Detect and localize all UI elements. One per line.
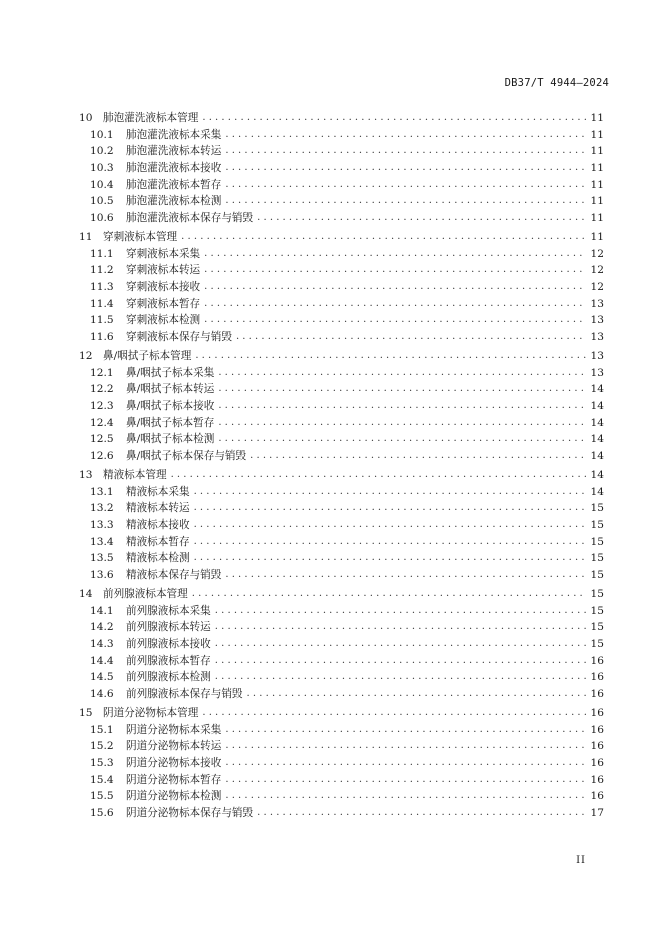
toc-entry-number: 12.6 <box>90 450 114 463</box>
toc-entry-title: 阴道分泌物标本转运 <box>126 740 222 753</box>
toc-subsection-entry[interactable] <box>0 415 662 432</box>
toc-entry-page: 11 <box>590 231 604 243</box>
toc-subsection-entry[interactable] <box>0 738 662 755</box>
toc-subsection-entry[interactable] <box>0 517 662 534</box>
toc-entry-page: 14 <box>590 485 604 498</box>
toc-entry-page: 13 <box>590 350 604 362</box>
toc-entry-title: 阴道分泌物标本采集 <box>126 723 222 736</box>
toc-leader-dots <box>194 517 586 534</box>
toc-leader-dots <box>225 193 586 210</box>
toc-entry-page: 12 <box>590 281 604 294</box>
toc-entry-title: 精液标本管理 <box>103 469 167 481</box>
toc-leader-dots <box>225 177 586 194</box>
toc-chapter-entry[interactable] <box>0 348 662 365</box>
toc-entry-page: 14 <box>590 469 604 481</box>
toc-entry-number: 10.5 <box>90 195 114 208</box>
toc-entry-page: 15 <box>590 621 604 634</box>
toc-entry-number: 13 <box>79 469 93 481</box>
toc-subsection-entry[interactable] <box>0 143 662 160</box>
toc-entry-number: 14 <box>79 588 93 600</box>
toc-entry-title: 鼻/咽拭子标本接收 <box>126 400 215 413</box>
toc-entry-title: 穿刺液标本管理 <box>103 231 178 243</box>
toc-entry-page: 14 <box>590 383 604 396</box>
toc-entry-number: 15.6 <box>90 807 114 820</box>
toc-entry-number: 13.3 <box>90 519 114 532</box>
toc-leader-dots <box>204 296 586 313</box>
toc-leader-dots <box>225 755 586 772</box>
toc-subsection-entry[interactable] <box>0 669 662 686</box>
toc-leader-dots <box>225 772 586 789</box>
toc-entry-title: 阴道分泌物标本管理 <box>103 707 199 719</box>
toc-entry-number: 13.4 <box>90 535 114 548</box>
toc-entry-number: 14.1 <box>90 604 114 617</box>
page-number: II <box>576 855 586 866</box>
toc-subsection-entry[interactable] <box>0 160 662 177</box>
toc-entry-page: 15 <box>590 638 604 651</box>
toc-entry-title: 穿刺液标本转运 <box>126 264 201 277</box>
toc-entry-title: 鼻/咽拭子标本暂存 <box>126 416 215 429</box>
toc-entry-title: 肺泡灌洗液标本保存与销毁 <box>126 212 254 225</box>
toc-entry-title: 鼻/咽拭子标本管理 <box>103 350 192 362</box>
toc-leader-dots <box>225 143 586 160</box>
toc-subsection-entry[interactable] <box>0 365 662 382</box>
toc-entry-number: 11.2 <box>90 264 114 277</box>
toc-entry-page: 11 <box>590 212 604 225</box>
toc-entry-title: 精液标本保存与销毁 <box>126 569 222 582</box>
toc-leader-dots <box>202 705 586 722</box>
toc-entry-title: 穿刺液标本检测 <box>126 314 201 327</box>
toc-subsection-entry[interactable] <box>0 722 662 739</box>
toc-entry-title: 肺泡灌洗液标本检测 <box>126 195 222 208</box>
toc-entry-number: 12.1 <box>90 366 114 379</box>
toc-chapter-entry[interactable] <box>0 705 662 722</box>
toc-entry-page: 11 <box>590 162 604 175</box>
toc-leader-dots <box>218 365 586 382</box>
toc-leader-dots <box>194 500 586 517</box>
toc-entry-title: 鼻/咽拭子标本检测 <box>126 433 215 446</box>
toc-leader-dots <box>218 398 586 415</box>
toc-subsection-entry[interactable] <box>0 788 662 805</box>
toc-entry-page: 14 <box>590 450 604 463</box>
toc-section <box>0 229 662 346</box>
toc-subsection-entry[interactable] <box>0 398 662 415</box>
toc-leader-dots <box>194 484 586 501</box>
toc-entry-title: 鼻/咽拭子标本保存与销毁 <box>126 450 247 463</box>
toc-entry-page: 11 <box>590 145 604 158</box>
toc-entry-title: 肺泡灌洗液标本接收 <box>126 162 222 175</box>
toc-entry-page: 16 <box>590 757 604 770</box>
toc-entry-title: 前列腺液标本转运 <box>126 621 211 634</box>
toc-subsection-entry[interactable] <box>0 755 662 772</box>
toc-leader-dots <box>225 722 586 739</box>
toc-entry-title: 前列腺液标本采集 <box>126 604 211 617</box>
toc-entry-title: 前列腺液标本暂存 <box>126 654 211 667</box>
toc-leader-dots <box>204 312 586 329</box>
toc-leader-dots <box>194 550 586 567</box>
toc-leader-dots <box>218 415 586 432</box>
toc-subsection-entry[interactable] <box>0 686 662 703</box>
toc-entry-title: 阴道分泌物标本暂存 <box>126 773 222 786</box>
toc-entry-page: 13 <box>590 314 604 327</box>
toc-leader-dots <box>225 788 586 805</box>
toc-chapter-entry[interactable] <box>0 229 662 246</box>
toc-entry-page: 16 <box>590 688 604 701</box>
toc-entry-page: 14 <box>590 416 604 429</box>
toc-subsection-entry[interactable] <box>0 262 662 279</box>
toc-entry-number: 10 <box>79 112 93 124</box>
document-code: DB37/T 4944—2024 <box>504 77 609 89</box>
toc-entry-number: 10.1 <box>90 128 114 141</box>
toc-entry-title: 穿刺液标本采集 <box>126 247 201 260</box>
toc-subsection-entry[interactable] <box>0 210 662 227</box>
toc-subsection-entry[interactable] <box>0 772 662 789</box>
toc-entry-title: 前列腺液标本接收 <box>126 638 211 651</box>
toc-subsection-entry[interactable] <box>0 127 662 144</box>
toc-entry-page: 16 <box>590 723 604 736</box>
toc-entry-page: 11 <box>590 128 604 141</box>
toc-entry-number: 12.2 <box>90 383 114 396</box>
toc-subsection-entry[interactable] <box>0 381 662 398</box>
toc-entry-title: 阴道分泌物标本保存与销毁 <box>126 807 254 820</box>
toc-entry-page: 15 <box>590 502 604 515</box>
toc-entry-title: 精液标本检测 <box>126 552 190 565</box>
toc-subsection-entry[interactable] <box>0 193 662 210</box>
toc-entry-number: 14.5 <box>90 671 114 684</box>
toc-subsection-entry[interactable] <box>0 484 662 501</box>
toc-leader-dots <box>181 229 586 246</box>
toc-leader-dots <box>215 636 586 653</box>
toc-leader-dots <box>225 567 586 584</box>
toc-entry-number: 15.1 <box>90 723 114 736</box>
toc-entry-page: 16 <box>590 773 604 786</box>
toc-entry-number: 14.4 <box>90 654 114 667</box>
toc-entry-number: 12.5 <box>90 433 114 446</box>
toc-section <box>0 110 662 227</box>
toc-entry-page: 14 <box>590 400 604 413</box>
toc-subsection-entry[interactable] <box>0 636 662 653</box>
toc-entry-page: 11 <box>590 195 604 208</box>
toc-leader-dots <box>202 110 586 127</box>
toc-entry-number: 13.2 <box>90 502 114 515</box>
toc-entry-title: 肺泡灌洗液标本采集 <box>126 128 222 141</box>
toc-subsection-entry[interactable] <box>0 619 662 636</box>
toc-leader-dots <box>247 686 586 703</box>
toc-entry-number: 12 <box>79 350 93 362</box>
toc-entry-page: 14 <box>590 433 604 446</box>
toc-subsection-entry[interactable] <box>0 312 662 329</box>
toc-entry-title: 穿刺液标本接收 <box>126 281 201 294</box>
toc-entry-page: 16 <box>590 707 604 719</box>
toc-section <box>0 467 662 584</box>
toc-entry-title: 精液标本转运 <box>126 502 190 515</box>
toc-entry-page: 16 <box>590 790 604 803</box>
toc-leader-dots <box>215 619 586 636</box>
toc-entry-number: 12.4 <box>90 416 114 429</box>
toc-entry-number: 11.3 <box>90 281 114 294</box>
toc-entry-title: 肺泡灌洗液标本管理 <box>103 112 199 124</box>
toc-section <box>0 586 662 703</box>
toc-subsection-entry[interactable] <box>0 500 662 517</box>
toc-entry-title: 阴道分泌物标本检测 <box>126 790 222 803</box>
toc-leader-dots <box>204 246 586 263</box>
toc-entry-number: 15 <box>79 707 93 719</box>
toc-entry-number: 15.3 <box>90 757 114 770</box>
toc-entry-title: 精液标本接收 <box>126 519 190 532</box>
toc-leader-dots <box>257 805 586 822</box>
toc-entry-page: 13 <box>590 297 604 310</box>
toc-leader-dots <box>250 448 586 465</box>
toc-entry-page: 16 <box>590 654 604 667</box>
toc-leader-dots <box>225 160 586 177</box>
toc-leader-dots <box>215 653 586 670</box>
toc-entry-page: 11 <box>590 178 604 191</box>
toc-entry-page: 12 <box>590 247 604 260</box>
toc-entry-page: 15 <box>590 535 604 548</box>
toc-subsection-entry[interactable] <box>0 431 662 448</box>
toc-subsection-entry[interactable] <box>0 534 662 551</box>
toc-entry-page: 16 <box>590 671 604 684</box>
toc-subsection-entry[interactable] <box>0 279 662 296</box>
toc-entry-number: 11.1 <box>90 247 114 260</box>
toc-entry-number: 15.2 <box>90 740 114 753</box>
toc-entry-number: 13.5 <box>90 552 114 565</box>
toc-entry-number: 14.2 <box>90 621 114 634</box>
toc-entry-title: 前列腺液标本检测 <box>126 671 211 684</box>
toc-leader-dots <box>194 534 586 551</box>
toc-entry-number: 11.5 <box>90 314 114 327</box>
toc-entry-number: 14.3 <box>90 638 114 651</box>
toc-leader-dots <box>225 127 586 144</box>
toc-leader-dots <box>215 669 586 686</box>
table-of-contents <box>0 110 662 822</box>
toc-entry-page: 17 <box>590 807 604 820</box>
toc-entry-title: 前列腺液标本保存与销毁 <box>126 688 243 701</box>
toc-entry-page: 15 <box>590 519 604 532</box>
toc-entry-number: 10.6 <box>90 212 114 225</box>
toc-subsection-entry[interactable] <box>0 653 662 670</box>
toc-leader-dots <box>218 431 586 448</box>
toc-entry-page: 15 <box>590 588 604 600</box>
toc-entry-page: 13 <box>590 331 604 344</box>
toc-entry-number: 11.6 <box>90 331 114 344</box>
toc-entry-title: 肺泡灌洗液标本暂存 <box>126 178 222 191</box>
toc-entry-number: 11 <box>79 231 93 243</box>
toc-subsection-entry[interactable] <box>0 296 662 313</box>
toc-section <box>0 705 662 822</box>
toc-leader-dots <box>192 586 586 603</box>
toc-entry-title: 前列腺液标本管理 <box>103 588 188 600</box>
toc-leader-dots <box>225 738 586 755</box>
toc-entry-title: 穿刺液标本暂存 <box>126 297 201 310</box>
toc-entry-title: 穿刺液标本保存与销毁 <box>126 331 232 344</box>
toc-entry-number: 15.5 <box>90 790 114 803</box>
toc-leader-dots <box>257 210 586 227</box>
toc-entry-number: 13.6 <box>90 569 114 582</box>
toc-entry-number: 10.4 <box>90 178 114 191</box>
toc-subsection-entry[interactable] <box>0 246 662 263</box>
toc-entry-page: 15 <box>590 569 604 582</box>
toc-subsection-entry[interactable] <box>0 805 662 822</box>
toc-leader-dots <box>218 381 586 398</box>
toc-subsection-entry[interactable] <box>0 550 662 567</box>
toc-leader-dots <box>236 329 586 346</box>
toc-subsection-entry[interactable] <box>0 177 662 194</box>
toc-subsection-entry[interactable] <box>0 603 662 620</box>
toc-entry-title: 鼻/咽拭子标本采集 <box>126 366 215 379</box>
toc-leader-dots <box>171 467 586 484</box>
toc-entry-number: 12.3 <box>90 400 114 413</box>
toc-leader-dots <box>215 603 586 620</box>
toc-entry-number: 13.1 <box>90 485 114 498</box>
toc-entry-number: 10.3 <box>90 162 114 175</box>
toc-leader-dots <box>195 348 586 365</box>
toc-entry-number: 10.2 <box>90 145 114 158</box>
toc-chapter-entry[interactable] <box>0 110 662 127</box>
toc-entry-title: 阴道分泌物标本接收 <box>126 757 222 770</box>
toc-entry-page: 16 <box>590 740 604 753</box>
toc-entry-number: 11.4 <box>90 297 114 310</box>
toc-subsection-entry[interactable] <box>0 329 662 346</box>
toc-entry-title: 肺泡灌洗液标本转运 <box>126 145 222 158</box>
toc-section <box>0 348 662 465</box>
toc-entry-number: 15.4 <box>90 773 114 786</box>
toc-entry-page: 12 <box>590 264 604 277</box>
toc-entry-title: 鼻/咽拭子标本转运 <box>126 383 215 396</box>
toc-entry-page: 15 <box>590 552 604 565</box>
toc-subsection-entry[interactable] <box>0 448 662 465</box>
toc-entry-title: 精液标本暂存 <box>126 535 190 548</box>
toc-chapter-entry[interactable] <box>0 586 662 603</box>
toc-entry-number: 14.6 <box>90 688 114 701</box>
toc-subsection-entry[interactable] <box>0 567 662 584</box>
toc-entry-page: 11 <box>590 112 604 124</box>
toc-entry-page: 15 <box>590 604 604 617</box>
toc-entry-page: 13 <box>590 366 604 379</box>
toc-entry-title: 精液标本采集 <box>126 485 190 498</box>
toc-chapter-entry[interactable] <box>0 467 662 484</box>
toc-leader-dots <box>204 262 586 279</box>
toc-leader-dots <box>204 279 586 296</box>
